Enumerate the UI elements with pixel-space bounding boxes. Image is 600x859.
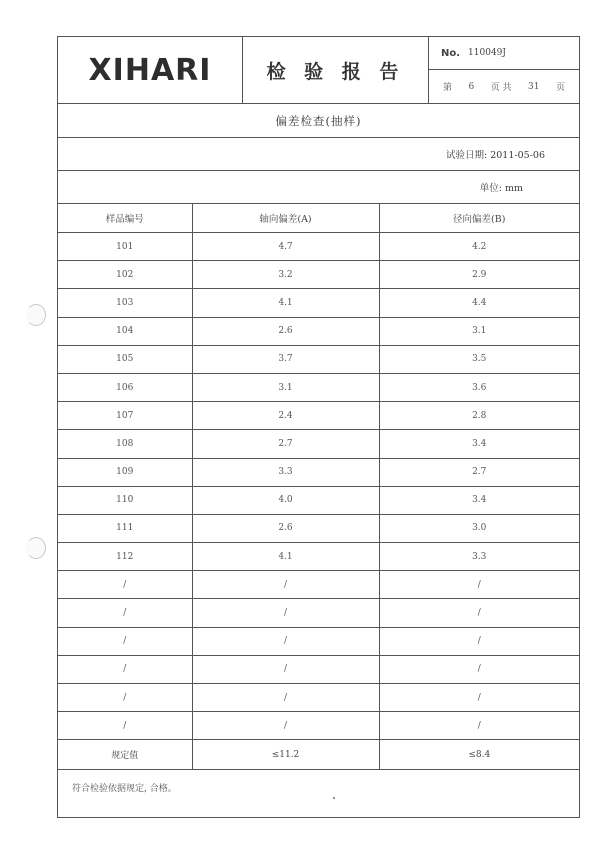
cell-radial: 3.4 <box>379 486 579 514</box>
page-total: 31 <box>528 81 540 92</box>
test-date: 试验日期: 2011-05-06 <box>58 138 579 171</box>
cell-axial: 3.1 <box>192 373 379 401</box>
cell-radial: / <box>379 712 579 740</box>
cell-axial: 3.2 <box>192 261 379 289</box>
table-row <box>58 571 579 599</box>
table-row <box>58 233 579 261</box>
cell-radial: 4.2 <box>379 233 579 261</box>
cell-radial: / <box>379 655 579 683</box>
cell-axial: 2.6 <box>192 514 379 542</box>
cell-axial: 2.6 <box>192 317 379 345</box>
table-header-row <box>58 204 579 233</box>
report-number-value: 110049J <box>468 48 507 58</box>
page-current: 6 <box>468 81 475 92</box>
report-header <box>58 37 579 104</box>
cell-sample-no: / <box>58 712 192 740</box>
cell-sample-no: / <box>58 599 192 627</box>
cell-axial: 4.0 <box>192 486 379 514</box>
page-indicator <box>429 70 579 103</box>
cell-radial: 3.0 <box>379 514 579 542</box>
cell-axial: 4.1 <box>192 289 379 317</box>
table-row <box>58 599 579 627</box>
cell-sample-no: 112 <box>58 543 192 571</box>
cell-radial: 4.4 <box>379 289 579 317</box>
unit-label: 单位: mm <box>58 171 579 204</box>
cell-radial: 3.6 <box>379 373 579 401</box>
table-row <box>58 543 579 571</box>
cell-sample-no: 101 <box>58 233 192 261</box>
table-row <box>58 627 579 655</box>
limit-row <box>58 740 579 770</box>
report-number-label: No. <box>441 47 461 59</box>
cell-axial: / <box>192 684 379 712</box>
report-number <box>429 37 579 70</box>
report-meta <box>429 37 579 103</box>
cell-radial: / <box>379 627 579 655</box>
table-row <box>58 261 579 289</box>
table-row <box>58 289 579 317</box>
header-sample-no: 样品编号 <box>58 204 192 233</box>
report-title: 检 验 报 告 <box>243 37 429 103</box>
cell-axial: 3.7 <box>192 345 379 373</box>
limit-radial: ≤8.4 <box>379 740 579 770</box>
cell-sample-no: / <box>58 571 192 599</box>
cell-axial: / <box>192 655 379 683</box>
cell-axial: / <box>192 599 379 627</box>
page-suffix: 页 <box>555 83 565 93</box>
cell-sample-no: 106 <box>58 373 192 401</box>
cell-sample-no: 103 <box>58 289 192 317</box>
table-row <box>58 317 579 345</box>
cell-axial: 3.3 <box>192 458 379 486</box>
table-row <box>58 684 579 712</box>
cell-axial: 2.4 <box>192 402 379 430</box>
table-row <box>58 712 579 740</box>
cell-radial: / <box>379 571 579 599</box>
cell-sample-no: 110 <box>58 486 192 514</box>
cell-radial: / <box>379 684 579 712</box>
cell-radial: 2.9 <box>379 261 579 289</box>
cell-radial: 3.1 <box>379 317 579 345</box>
cell-sample-no: 104 <box>58 317 192 345</box>
table-row <box>58 402 579 430</box>
punch-hole-bottom <box>26 537 46 559</box>
cell-radial: 2.8 <box>379 402 579 430</box>
cell-axial: 2.7 <box>192 430 379 458</box>
cell-sample-no: 102 <box>58 261 192 289</box>
cell-sample-no: 111 <box>58 514 192 542</box>
company-logo: XIHARI <box>58 37 243 103</box>
table-row <box>58 458 579 486</box>
page-mid: 页 共 <box>490 83 512 93</box>
limit-axial: ≤11.2 <box>192 740 379 770</box>
cell-axial: / <box>192 627 379 655</box>
section-title: 偏差检查(抽样) <box>58 104 579 138</box>
cell-axial: 4.1 <box>192 543 379 571</box>
cell-axial: / <box>192 712 379 740</box>
cell-radial: / <box>379 599 579 627</box>
cell-axial: 4.7 <box>192 233 379 261</box>
table-row <box>58 345 579 373</box>
cell-sample-no: 108 <box>58 430 192 458</box>
cell-radial: 3.5 <box>379 345 579 373</box>
cell-radial: 3.3 <box>379 543 579 571</box>
cell-radial: 3.4 <box>379 430 579 458</box>
punch-hole-top <box>26 304 46 326</box>
table-row <box>58 655 579 683</box>
limit-label: 规定值 <box>58 740 192 770</box>
cell-radial: 2.7 <box>379 458 579 486</box>
cell-sample-no: / <box>58 684 192 712</box>
report-sheet <box>57 36 580 818</box>
cell-sample-no: 109 <box>58 458 192 486</box>
cell-sample-no: 107 <box>58 402 192 430</box>
cell-sample-no: / <box>58 655 192 683</box>
cell-sample-no: / <box>58 627 192 655</box>
header-radial-deviation: 径向偏差(B) <box>379 204 579 233</box>
table-row <box>58 430 579 458</box>
cell-axial: / <box>192 571 379 599</box>
header-axial-deviation: 轴向偏差(A) <box>192 204 379 233</box>
conclusion-text: 符合检验依据规定, 合格。 <box>72 784 177 795</box>
table-row <box>58 514 579 542</box>
table-row <box>58 486 579 514</box>
deviation-table <box>58 204 579 770</box>
cell-sample-no: 105 <box>58 345 192 373</box>
page-prefix: 第 <box>443 83 453 93</box>
table-row <box>58 373 579 401</box>
